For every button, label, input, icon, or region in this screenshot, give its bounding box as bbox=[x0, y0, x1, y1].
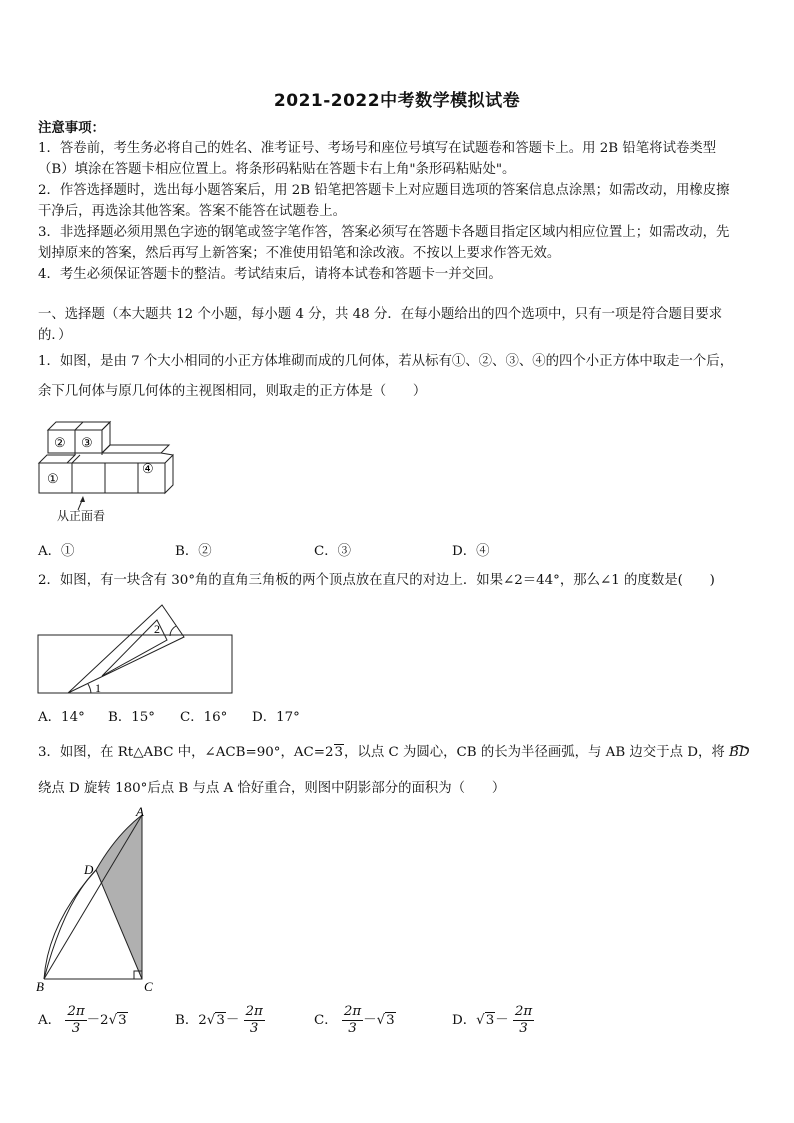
q3-option-b[interactable]: B．2√3－ $\frac{2\pi}{3}$ bbox=[175, 1004, 263, 1036]
q3-stem-line-2: 绕点 D 旋转 180°后点 B 与点 A 恰好重合，则图中阴影部分的面积为（ ） bbox=[38, 781, 506, 796]
notice-line-2: （B）填涂在答题卡相应位置上。将条形码粘贴在答题卡右上角"条形码粘贴处"。 bbox=[38, 162, 516, 177]
q3-geometry-figure bbox=[34, 803, 164, 995]
q1-option-d[interactable]: D．④ bbox=[452, 544, 490, 559]
q1-option-b[interactable]: B．② bbox=[175, 544, 212, 559]
q1-stem-line-2: 余下几何体与原几何体的主视图相同，则取走的正方体是（ ） bbox=[38, 384, 427, 399]
notice-line-3: 2．作答选择题时，选出每小题答案后，用 2B 铅笔把答题卡上对应题目选项的答案信息点涂黑；如需改动，用橡皮擦 bbox=[38, 183, 730, 198]
exam-title: 2021-2022中考数学模拟试卷 bbox=[273, 91, 521, 111]
set-square-outer bbox=[68, 605, 184, 693]
q2-option-a[interactable]: A．14° bbox=[38, 710, 85, 725]
q3-sqrt-value: 3 bbox=[334, 745, 344, 760]
section-heading-line-1: 一、选择题（本大题共 12 个小题，每小题 4 分，共 48 分．在每小题给出的四个选项中，只有一项是符合题目要求 bbox=[38, 307, 723, 322]
point-a-label: A bbox=[136, 804, 144, 819]
q2-ruler-triangle-figure bbox=[36, 604, 238, 700]
notice-line-4: 干净后，再选涂其他答案。答案不能答在试题卷上。 bbox=[38, 204, 346, 219]
q3-stem-part-1: 3．如图，在 Rt△ABC 中，∠ACB=90°，AC=2 bbox=[38, 745, 334, 760]
q1-option-c[interactable]: C．③ bbox=[314, 544, 352, 559]
q1-figure-caption: 从正面看 bbox=[57, 509, 106, 523]
notice-line-7: 4．考生必须保证答题卡的整洁。考试结束后，请将本试卷和答题卡一并交回。 bbox=[38, 267, 502, 282]
cube-label-2: ② bbox=[54, 435, 66, 450]
q3-stem-line-1 bbox=[38, 743, 758, 763]
q3-option-a[interactable]: A． $\frac{2\pi}{3}$ －2√3 bbox=[38, 1004, 127, 1036]
point-d-label: D bbox=[84, 862, 94, 877]
notice-line-5: 3．非选择题必须用黑色字迹的钢笔或签字笔作答，答案必须写在答题卡各题目指定区域内相应位置上；如需改动，先 bbox=[38, 225, 730, 240]
q1-stem-line-1: 1．如图，是由 7 个大小相同的小正方体堆砌而成的几何体，若从标有①、②、③、④的四个小正方体中取走一个后， bbox=[38, 354, 734, 369]
cube-label-4: ④ bbox=[142, 461, 154, 476]
q3-option-d[interactable]: D．√3－ $\frac{2\pi}{3}$ bbox=[452, 1004, 533, 1036]
ruler bbox=[38, 635, 232, 693]
arc-bd-label: BD bbox=[729, 745, 750, 760]
point-b-label: B bbox=[36, 979, 44, 994]
point-c-label: C bbox=[144, 979, 153, 994]
angle-1-label: 1 bbox=[95, 681, 101, 695]
q3-option-c[interactable]: C． $\frac{2\pi}{3}$ －√3 bbox=[314, 1004, 395, 1036]
q3-stem-part-2: ，以点 C 为圆心，CB 的长为半径画弧，与 AB 边交于点 D，将 bbox=[344, 745, 725, 760]
q2-stem: 2．如图，有一块含有 30°角的直角三角板的两个顶点放在直尺的对边上．如果∠2＝44°，那么∠1 的度数是( ) bbox=[38, 573, 715, 588]
q2-option-d[interactable]: D．17° bbox=[252, 710, 300, 725]
notice-line-1: 1．答卷前，考生务必将自己的姓名、准考证号、考场号和座位号填写在试题卷和答题卡上。用 2B 铅笔将试卷类型 bbox=[38, 141, 717, 156]
q2-option-b[interactable]: B．15° bbox=[108, 710, 155, 725]
notice-heading: 注意事项： bbox=[38, 120, 105, 136]
notice-line-6: 划掉原来的答案，然后再写上新答案；不准使用铅笔和涂改液。不按以上要求作答无效。 bbox=[38, 246, 561, 261]
q1-option-a[interactable]: A．① bbox=[38, 544, 75, 559]
section-heading-line-2: 的．） bbox=[38, 328, 72, 343]
angle-2-label: 2 bbox=[154, 622, 160, 636]
cube-label-3: ③ bbox=[81, 435, 93, 450]
cube-label-1: ① bbox=[47, 471, 59, 486]
q2-option-c[interactable]: C．16° bbox=[180, 710, 228, 725]
